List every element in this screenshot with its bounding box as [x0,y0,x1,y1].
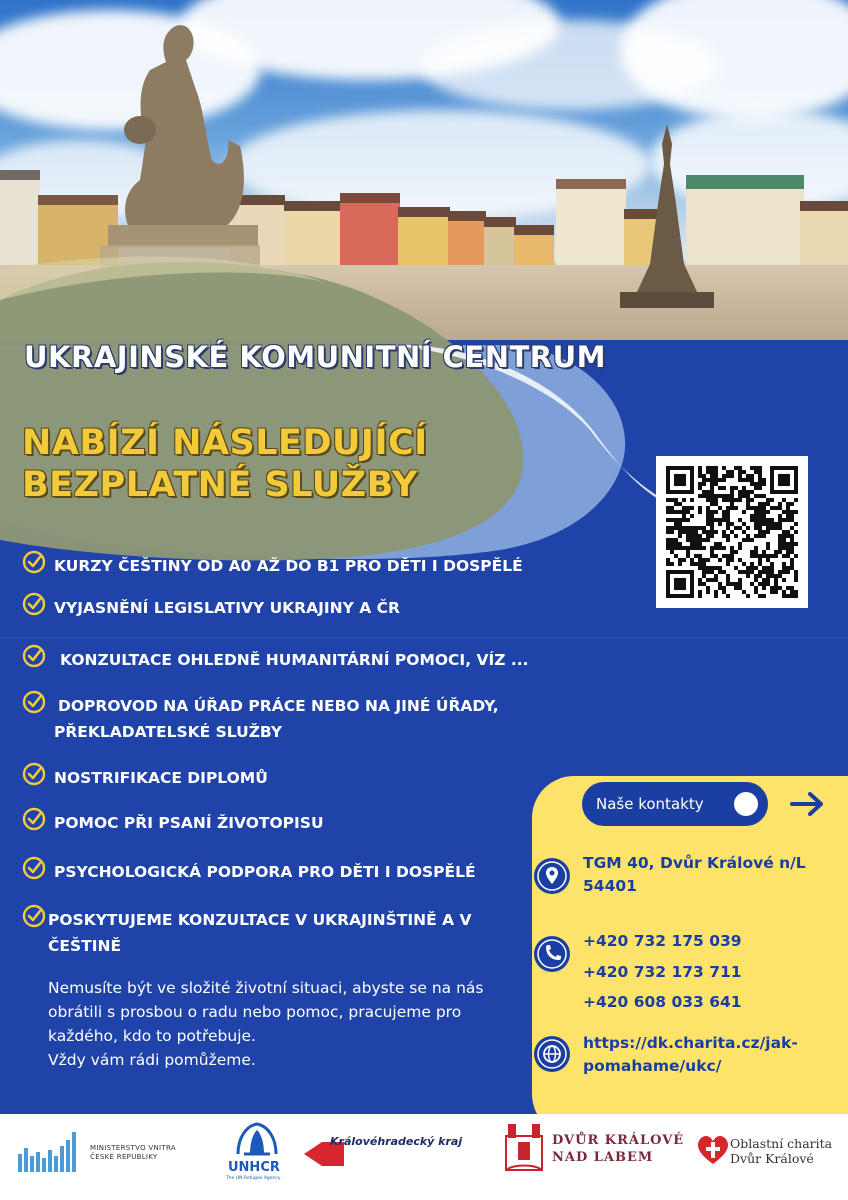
service-text: POMOC PŘI PSANÍ ŽIVOTOPISU [54,814,324,832]
service-text-line-1: DOPROVOD NA ÚŘAD PRÁCE NEBO NA JINÉ ÚŘADY, [58,697,499,715]
address [583,852,806,898]
info-note [48,976,528,1072]
note-line: Nemusíte být ve složité životní situaci, abyste se na nás [48,979,484,997]
check-circle-icon [22,856,46,880]
ministry-logo-text [90,1144,176,1162]
website-line-2: pomahame/ukc/ [583,1057,722,1075]
service-text-line-2: PŘEKLADATELSKÉ SLUŽBY [54,723,283,741]
address-line-2: 54401 [583,877,637,895]
service-item [22,859,476,885]
website-line-1: https://dk.charita.cz/jak- [583,1034,798,1052]
qr-code[interactable] [656,456,808,608]
phone-number[interactable]: +420 608 033 641 [583,993,742,1011]
check-circle-icon [22,592,46,616]
service-text: NOSTRIFIKACE DIPLOMŮ [54,769,268,787]
check-circle-icon [22,904,46,928]
kraj-logo-text: Královéhradecký kraj [330,1135,463,1148]
contacts-label: Naše kontakty [596,795,704,813]
service-item [22,810,324,836]
service-text-line-2: ČEŠTINĚ [48,937,122,955]
check-circle-icon [22,550,46,574]
qr-code-image [666,466,798,598]
service-item [22,553,523,579]
dk-logo-text [552,1132,684,1166]
page-title: UKRAJINSKÉ KOMUNITNÍ CENTRUM [24,340,607,374]
note-line: Vždy vám rádi pomůžeme. [48,1051,256,1069]
arrow-right-icon[interactable] [790,791,826,817]
service-item [22,647,529,673]
ministry-line-2: ČESKÉ REPUBLIKY [90,1153,158,1161]
service-item [22,765,268,791]
service-text: PSYCHOLOGICKÁ PODPORA PRO DĚTI I DOSPĚLÉ [54,863,476,881]
service-text [48,907,471,959]
charita-logo-icon [698,1136,728,1166]
contacts-toggle[interactable] [582,782,768,826]
subtitle-line-1: NABÍZÍ NÁSLEDUJÍCÍ [22,423,428,463]
dk-line-1: DVŮR KRÁLOVÉ [552,1133,685,1148]
partner-logos [0,1114,848,1200]
address-line-1: TGM 40, Dvůr Králové n/L [583,854,806,872]
dk-line-2: NAD LABEM [552,1150,654,1165]
check-circle-icon [22,762,46,786]
charita-line-2: Dvůr Králové [730,1151,814,1166]
location-pin-icon [534,858,570,894]
service-text: KURZY ČEŠTINY OD A0 AŽ DO B1 PRO DĚTI I DOSPĚLÉ [54,557,523,575]
contact-card [532,776,848,1136]
service-text: VYJASNĚNÍ LEGISLATIVY UKRAJINY A ČR [54,599,400,617]
note-line: každého, kdo to potřebuje. [48,1027,256,1045]
phone-number[interactable]: +420 732 175 039 [583,932,742,950]
globe-icon [534,1036,570,1072]
unhcr-logo-text: UNHCR [228,1160,280,1175]
service-text [54,693,499,745]
ministry-logo-icon [18,1126,80,1176]
service-item [22,595,400,621]
dk-coat-of-arms-icon [504,1122,544,1176]
subtitle [22,422,428,506]
toggle-knob [734,792,758,816]
subtitle-line-2: BEZPLATNÉ SLUŽBY [22,465,418,505]
service-item [22,693,499,745]
check-circle-icon [22,644,46,668]
phone-icon [534,936,570,972]
note-line: obrátili s prosbou o radu nebo pomoc, pracujeme pro [48,1003,462,1021]
phone-number[interactable]: +420 732 173 711 [583,963,742,981]
service-text: KONZULTACE OHLEDNĚ HUMANITÁRNÍ POMOCI, VÍZ ... [60,651,529,669]
unhcr-logo-icon [232,1120,282,1158]
charita-line-1: Oblastní charita [730,1136,833,1151]
unhcr-subtitle: The UN Refugee Agency [226,1176,281,1181]
charita-logo-text [730,1136,832,1166]
service-text-line-1: POSKYTUJEME KONZULTACE V UKRAJINŠTINĚ A V [48,911,472,929]
ministry-line-1: MINISTERSTVO VNITRA [90,1144,176,1152]
website-link[interactable] [583,1032,798,1078]
check-circle-icon [22,807,46,831]
check-circle-icon [22,690,46,714]
service-item [22,907,471,959]
